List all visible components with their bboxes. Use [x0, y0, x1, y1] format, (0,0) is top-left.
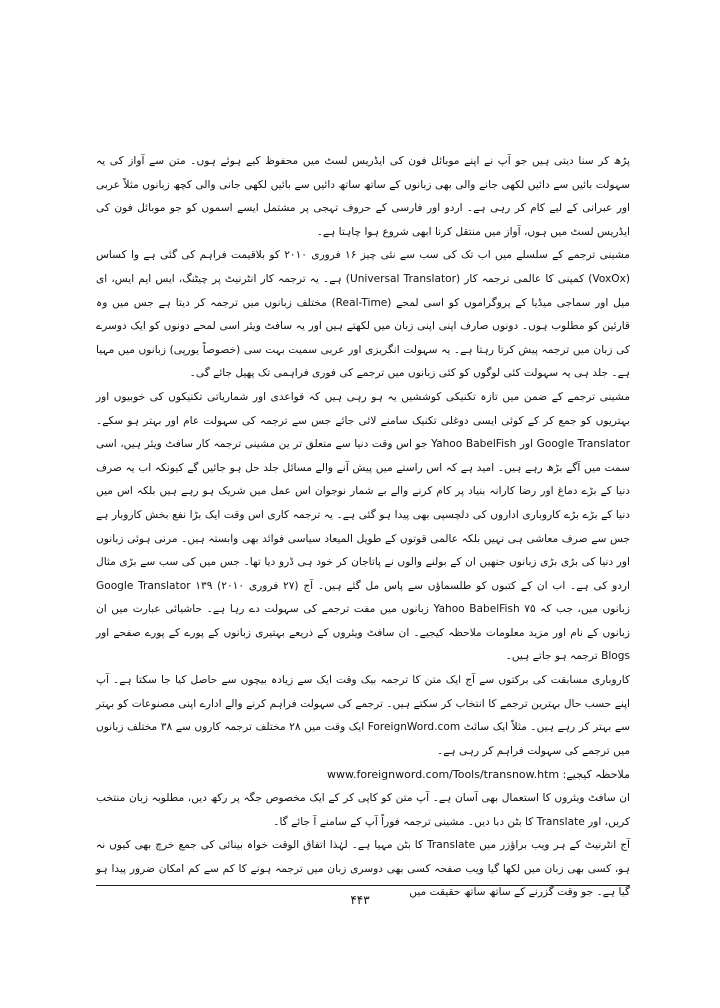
paragraph-5: ان سافٹ ویئروں کا استعمال بھی آسان ہے۔ آپ متن کو کاپی کر کے ایک مخصوص جگہ پر رکھ دیں، مطلوبہ زبان منتخب کریں، اور Translate کا بٹن دبا دیں۔ مشینی ترجمہ فوراً آپ کے سامنے آ جائے گا۔	[96, 792, 630, 828]
body-text	[96, 150, 630, 905]
page-number: ۴۴۳	[350, 893, 370, 907]
paragraph-1: پڑھ کر سنا دیتی ہیں جو آپ نے اپنے موبائل فون کی ایڈریس لسٹ میں محفوظ کیے ہوئے ہوں۔ متن سے آواز کی یہ سہولت بائیں سے دائیں لکھی جانے والی بھی زبانوں کے ساتھ ساتھ دائیں سے بائیں لکھی جانی والی کچھ زبانوں مثلاً عربی اور عبرانی کے لیے کام کر رہی ہے۔ اردو اور فارسی کے حروف تہجی پر مشتمل ایسے اسموں کو جو موبائل فون کی ایڈریس لسٹ میں ہوں، آواز میں منتقل کرنا ابھی شروع ہوا چاہتا ہے۔	[96, 155, 630, 238]
reference-url: www.foreignword.com/Tools/transnow.htm	[327, 768, 560, 782]
reference-label: ملاحظہ کیجیے:	[562, 768, 630, 782]
footer-divider	[96, 885, 630, 886]
paragraph-6: آج انٹرنیٹ کے ہر ویب براؤزر میں Translate کا بٹن مہیا ہے۔ لہٰذا اتفاق الوقت خواہ بینائی کی جمع خرچ بھی کیوں نہ ہو، کسی بھی زبان میں لکھا گیا ویب صفحہ کسی بھی دوسری زبان میں ترجمہ ہونے کا کم سے کم امکان ضرور پیدا ہو گیا ہے۔ جو وقت گزرنے کے ساتھ ساتھ حقیقت میں	[96, 839, 630, 899]
paragraph-3: مشینی ترجمے کے ضمن میں تازہ تکنیکی کوششیں یہ ہو رہی ہیں کہ قواعدی اور شماریاتی تکنیکوں کی خوبیوں اور بہتریوں کو جمع کر کے کوئی ایسی دوغلی تکنیک سامنے لائی جائے جس سے ترجمہ کی سہولت عام اور بہتر ہو سکے۔ Google Translator اور Yahoo BabelFish جو اس وقت دنیا سے متعلق تر ین مشینی ترجمہ کار سافٹ ویئر ہیں، اسی سمت میں آگے بڑھ رہے ہیں۔ امید ہے کہ اس راستے میں پیش آنے والے مسائل جلد حل ہو جائیں گے کیونکہ اب یہ صرف دنیا کے بڑے دماغ اور رضا کارانہ بنیاد پر کام کرنے والے بے شمار نوجوان اس عمل میں شریک ہو رہے ہیں بلکہ اس میں دنیا کے بڑے بڑے کاروباری اداروں کی دلچسپی بھی پیدا ہو گئی ہے۔ یہ ترجمہ کاری اس وقت ایک بڑا نفع بخش کاروبار ہے جس سے صرف معاشی ہی نہیں بلکہ عالمی قوتوں کے طویل المیعاد سیاسی فوائد بھی وابستہ ہیں۔ مرنی ہوئی زبانوں اور دنیا کی بڑی بڑی زبانوں جنھیں ان کے بولنے والوں نے پاتاجان کر خود ہی ڈرو دیا تھا۔ جس میں کی سب سے بڑی مثال اردو کی ہے۔ اب ان کے کتبوں کو طلسماؤں سے پاس مل گئے ہیں۔ آج (۲۷ فروری ۲۰۱۰) Google Translator ۱۳۹ زبانوں میں، جب کہ Yahoo BabelFish ۷۵ زبانوں میں مفت ترجمے کی سہولت دے رہا ہے۔ حاشیائی عبارت میں ان زبانوں کے نام اور مزید معلومات ملاحظہ کیجیے۔ ان سافٹ ویئروں کے ذریعے بہتیری زبانوں کے پورے کے پورے صفحے اور Blogs ترجمہ ہو جاتے ہیں۔	[96, 390, 630, 663]
reference-url-line	[96, 763, 630, 787]
paragraph-4: کاروباری مسابقت کی برکتوں سے آج ایک متن کا ترجمہ بیک وقت ایک سے زیادہ بیچوں سے حاصل کیا جا سکتا ہے۔ آپ اپنے حسب حال بہترین ترجمے کا انتخاب کر سکتے ہیں۔ ترجمے کی سہولت فراہم کرنے والے ادارے اپنی مصنوعات کو بہتر سے بہتر کر رہے ہیں۔ مثلاً ایک سائٹ ForeignWord.com ایک وقت میں ۲۸ مختلف ترجمہ کاروں سے ۳۸ مختلف زبانوں میں ترجمے کی سہولت فراہم کر رہی ہے۔	[96, 674, 630, 757]
paragraph-2: مشینی ترجمے کے سلسلے میں اب تک کی سب سے نئی چیز ۱۶ فروری ۲۰۱۰ کو بلاقیمت فراہم کی گئی ہے وا کساس (VoxOx) کمپنی کا عالمی ترجمہ کار (Universal Translator) ہے۔ یہ ترجمہ کار انٹرنیٹ پر چیٹنگ، ایس ایم ایس، ای میل اور سماجی میڈیا کے پروگراموں کو اسی لمحے (Real-Time) مختلف زبانوں میں ترجمہ کر دیتا ہے جس میں وہ قارئین کو مطلوب ہوں۔ دونوں صارف اپنی اپنی زبان میں لکھتے ہیں اور یہ سافٹ ویئر اسی لمحے دونوں کو ایک دوسرے کی زبان میں ترجمہ پیش کرتا رہتا ہے۔ یہ سہولت انگریزی اور عربی سمیت بہت سی (خصوصاً یورپی) زبانوں میں مہیا ہے۔ جلد ہی یہ سہولت کئی لوگوں کو کئی زبانوں میں ترجمے کی فوری فراہمی تک پھیل جائے گی۔	[96, 249, 630, 380]
